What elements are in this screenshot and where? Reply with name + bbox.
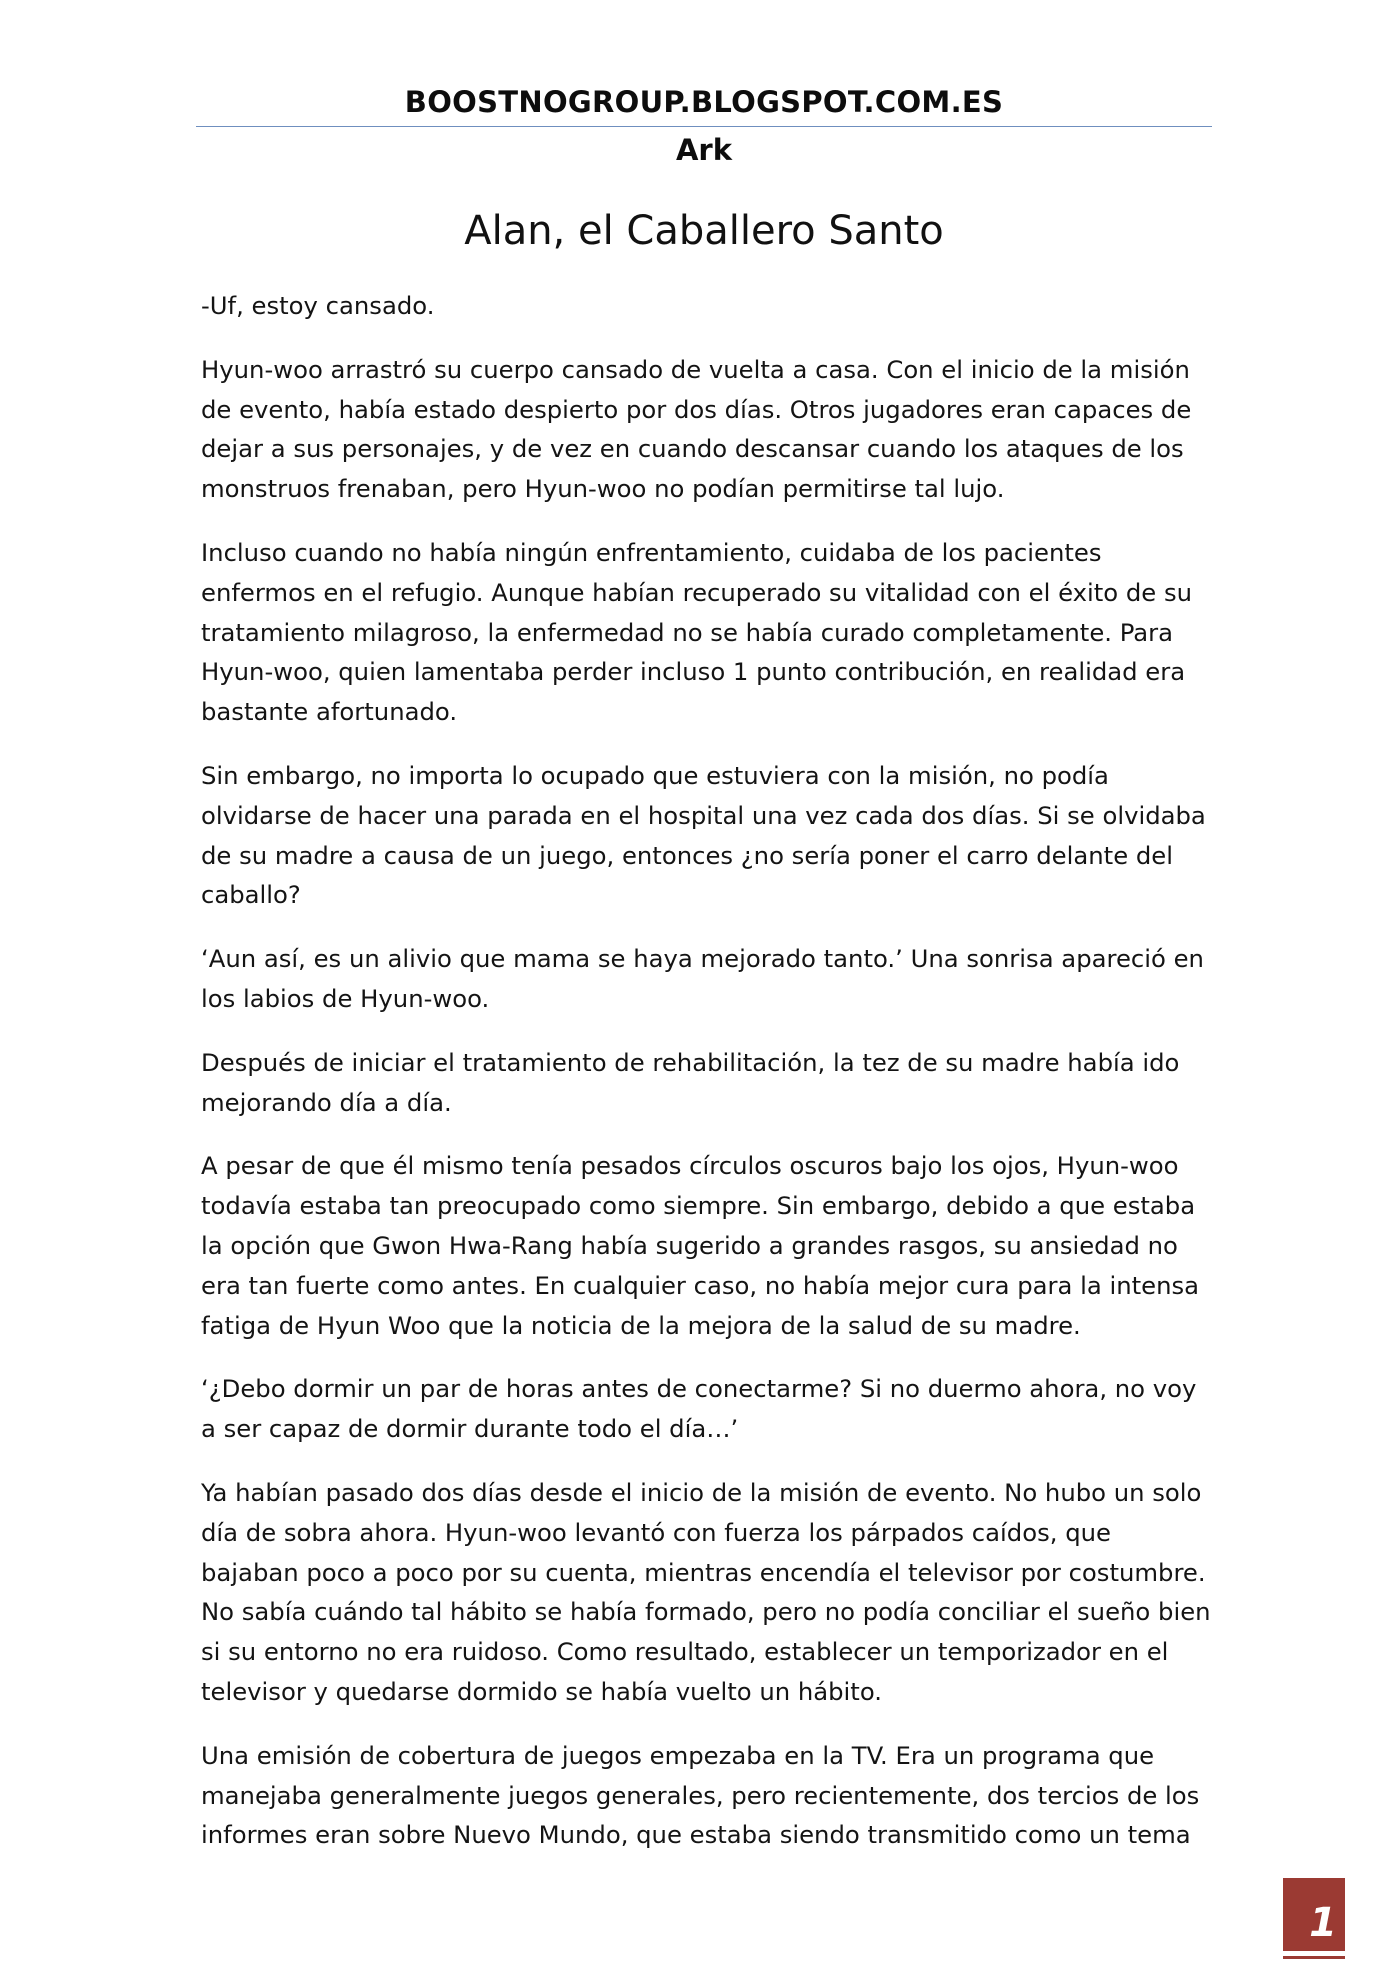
page-number-badge (1283, 1878, 1345, 1951)
paragraph: ‘Aun así, es un alivio que mama se haya mejorado tanto.’ Una sonrisa apareció en los labios de Hyun-woo. (201, 944, 1204, 1013)
header-divider (196, 126, 1212, 127)
body-text (201, 286, 1215, 1879)
paragraph: Sin embargo, no importa lo ocupado que estuviera con la misión, no podía olvidarse de hacer una parada en el hospital una vez cada dos días. Si se olvidaba de su madre a causa de un juego, entonces ¿no sería poner el carro delante del caballo? (201, 760, 1206, 910)
page-number-underline (1283, 1956, 1345, 1959)
book-title: Ark (675, 133, 733, 167)
paragraph: Incluso cuando no había ningún enfrentamiento, cuidaba de los pacientes enfermos en el refugio. Aunque habían recuperado su vitalidad con el éxito de su tratamiento milagroso, la enfermedad no se había curado completamente. Para Hyun-woo, quien lamentaba perder incluso 1 punto contribución, en realidad era bastante afortunado. (201, 537, 1193, 727)
chapter-title: Alan, el Caballero Santo (464, 208, 944, 254)
paragraph: Ya habían pasado dos días desde el inicio de la misión de evento. No hubo un solo día de sobra ahora. Hyun-woo levantó con fuerza los párpados caídos, que bajaban poco a poco por su cuenta, mientras encendía el televisor por costumbre. No sabía cuándo tal hábito se había formado, pero no podía conciliar el sueño bien si su entorno no era ruidoso. Como resultado, establecer un temporizador en el televisor y quedarse dormido se había vuelto un hábito. (201, 1477, 1211, 1706)
paragraph: Una emisión de cobertura de juegos empezaba en la TV. Era un programa que manejaba generalmente juegos generales, pero recientemente, dos tercios de los informes eran sobre Nuevo Mundo, que estaba siendo transmitido como un tema (201, 1740, 1200, 1850)
paragraph: Hyun-woo arrastró su cuerpo cansado de vuelta a casa. Con el inicio de la misión de evento, había estado despierto por dos días. Otros jugadores eran capaces de dejar a sus personajes, y de vez en cuando descansar cuando los ataques de los monstruos frenaban, pero Hyun-woo no podían permitirse tal lujo. (201, 354, 1192, 504)
paragraph: ‘¿Debo dormir un par de horas antes de conectarme? Si no duermo ahora, no voy a ser capaz de dormir durante todo el día…’ (201, 1374, 1197, 1444)
paragraph: A pesar de que él mismo tenía pesados círculos oscuros bajo los ojos, Hyun-woo todavía estaba tan preocupado como siempre. Sin embargo, debido a que estaba la opción que Gwon Hwa-Rang había sugerido a grandes rasgos, su ansiedad no era tan fuerte como antes. En cualquier caso, no había mejor cura para la intensa fatiga de Hyun Woo que la noticia de la mejora de la salud de su madre. (201, 1151, 1200, 1340)
paragraph: -Uf, estoy cansado. (201, 291, 435, 320)
paragraph: Después de iniciar el tratamiento de rehabilitación, la tez de su madre había ido mejorando día a día. (201, 1047, 1180, 1117)
site-header: BOOSTNOGROUP.BLOGSPOT.COM.ES (404, 85, 1004, 119)
page-number: 1 (1309, 1900, 1337, 1946)
